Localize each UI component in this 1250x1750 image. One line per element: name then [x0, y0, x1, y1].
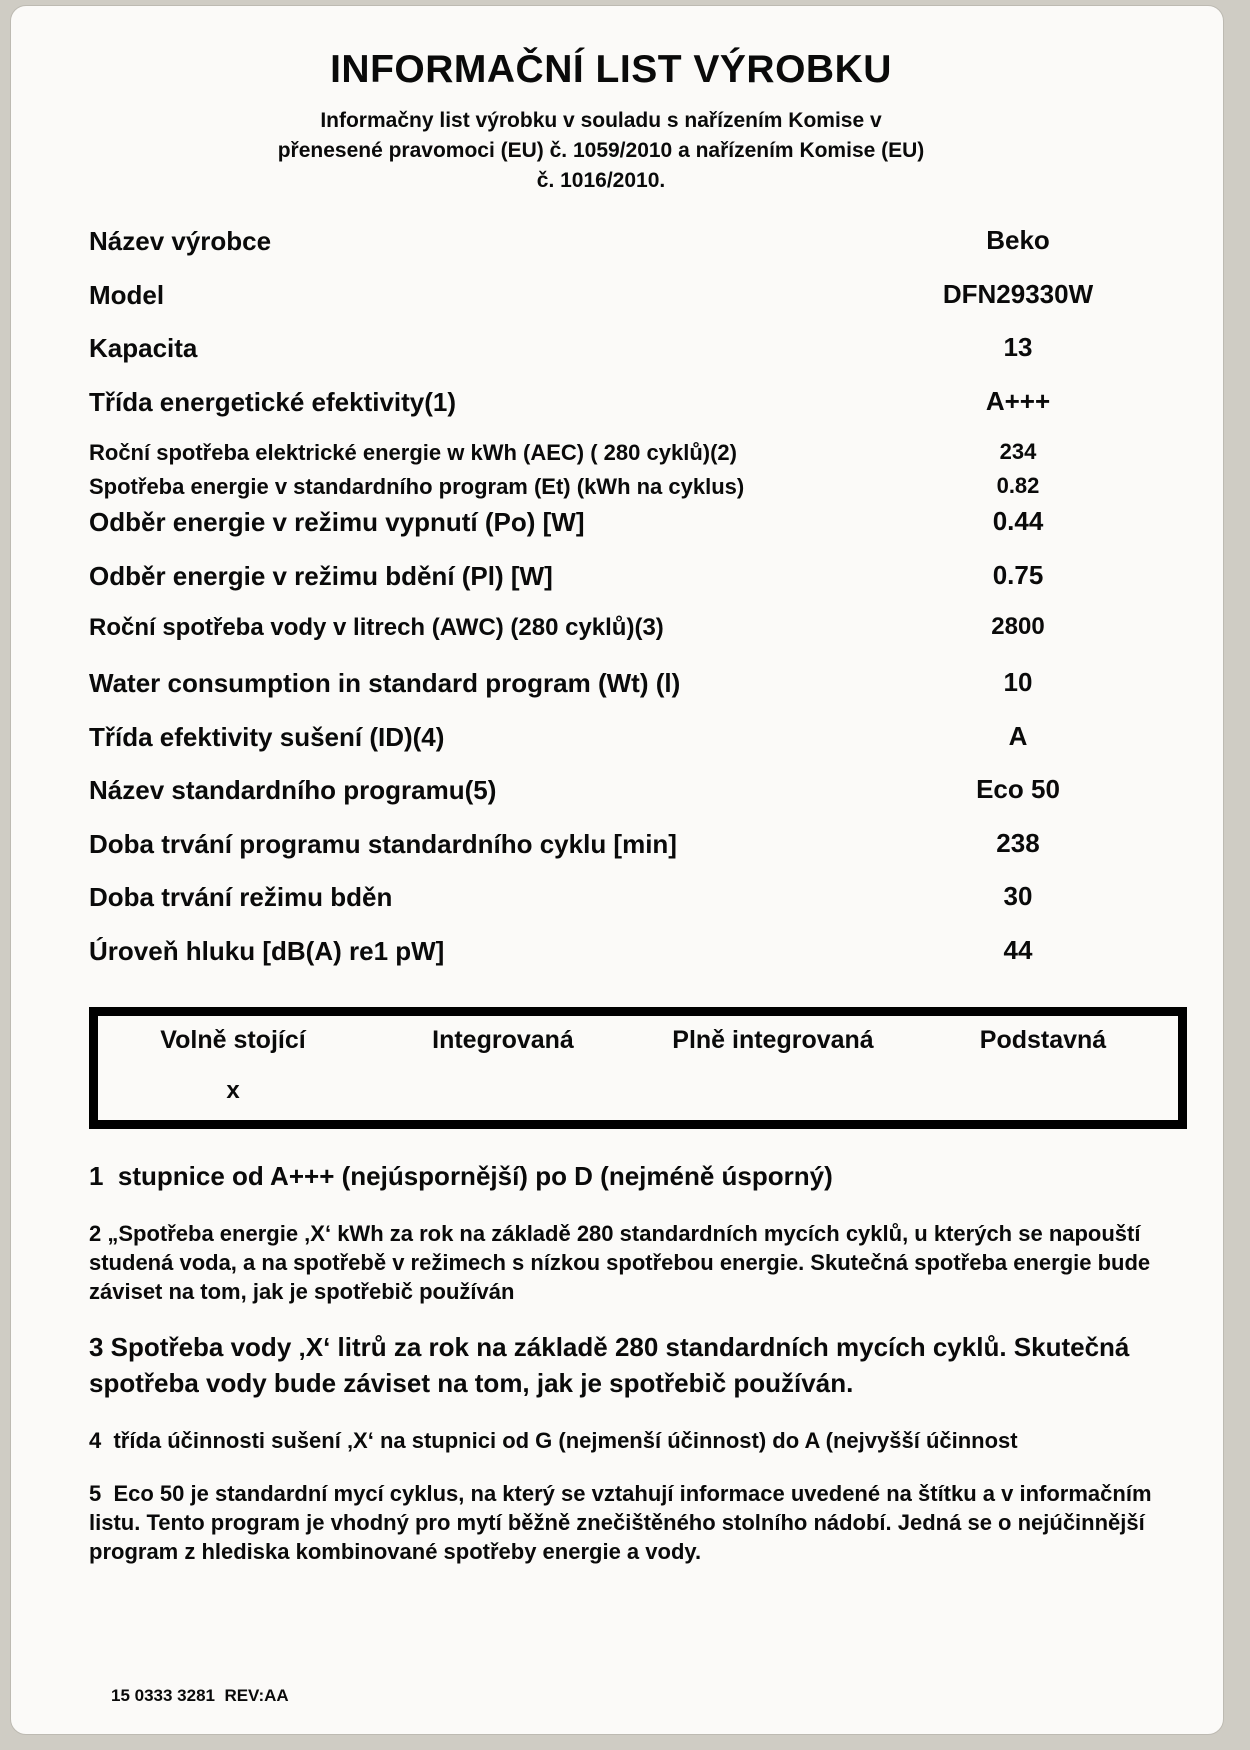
- installation-type-mark: [908, 1075, 1178, 1106]
- installation-type-mark: [368, 1075, 638, 1106]
- installation-type-header: Integrovaná: [432, 1026, 574, 1055]
- spec-value: 44: [1003, 934, 1033, 965]
- spec-value: Eco 50: [976, 774, 1060, 805]
- footnote-2: 2 „Spotřeba energie ‚X‘ kWh za rok na základě 280 standardních mycích cyklů, u kterých se napouští studená voda, a na spotřebě v režimech s nízkou spotřebou energie. Skutečná spotřeba energie bude záviset na tom, jak je spotřebič používán: [89, 1221, 1157, 1305]
- spec-value: 0.44: [992, 506, 1044, 537]
- installation-type-header: Volně stojící: [160, 1026, 306, 1055]
- spec-value: 0.75: [992, 559, 1044, 590]
- spec-label: Doba trvání režimu bděn: [89, 882, 393, 913]
- spec-label: Třída energetické efektivity(1): [89, 386, 457, 417]
- spec-label: Název výrobce: [89, 226, 272, 257]
- installation-type-header: Plně integrovaná: [672, 1026, 874, 1055]
- spec-value: 10: [1003, 667, 1033, 698]
- spec-label: Odběr energie v režimu vypnutí (Po) [W]: [89, 507, 585, 538]
- product-fiche-document: [10, 5, 1224, 1735]
- spec-value: 234: [999, 439, 1037, 465]
- subtitle-line: Informačny list výrobku v souladu s nařízením Komise v: [320, 109, 882, 132]
- spec-row-noise-level: [79, 935, 1183, 968]
- spec-row-manufacturer: [79, 225, 1183, 258]
- spec-row-standby-duration: [79, 881, 1183, 914]
- installation-type-mark-row: [98, 1057, 1178, 1106]
- footnotes-section: [79, 1159, 1169, 1566]
- spec-row-standby-power: [79, 560, 1183, 593]
- spec-label: Spotřeba energie v standardního program (Et) (kWh na cyklus): [89, 473, 745, 499]
- spec-row-energy-class: [79, 386, 1183, 419]
- spec-value: 0.82: [996, 472, 1040, 498]
- spec-row-annual-water: [79, 613, 1183, 643]
- document-number: 15 0333 3281 REV:AA: [111, 1686, 289, 1705]
- installation-type-header: Podstavná: [979, 1026, 1107, 1055]
- spec-row-program-duration: [79, 828, 1183, 861]
- spec-value: 2800: [991, 613, 1045, 641]
- spec-row-capacity: [79, 332, 1183, 365]
- subtitle-line: č. 1016/2010.: [536, 168, 666, 192]
- spec-value: 30: [1003, 881, 1033, 912]
- spec-label: Název standardního programu(5): [89, 775, 497, 806]
- spec-label: Roční spotřeba elektrické energie w kWh (AEC) ( 280 cyklů)(2): [89, 440, 737, 466]
- footnote-3: 3 Spotřeba vody ‚X‘ litrů za rok na základě 280 standardních mycích cyklů. Skutečná spotřeba vody bude záviset na tom, jak je spotřebič používán.: [89, 1332, 1137, 1399]
- spec-row-model: [79, 279, 1183, 312]
- installation-type-mark: x: [226, 1076, 240, 1104]
- footnote-4: 4 třída účinnosti sušení ‚X‘ na stupnici od G (nejmenší účinnost) do A (nejvyšší účinnost: [89, 1428, 1018, 1454]
- spec-label: Kapacita: [89, 333, 198, 364]
- spec-label: Roční spotřeba vody v litrech (AWC) (280 cyklů)(3): [89, 614, 664, 642]
- spec-label: Water consumption in standard program (Wt) (l): [89, 668, 681, 699]
- spec-value: A: [1008, 720, 1028, 751]
- footnote-1: 1 stupnice od A+++ (nejúspornější) po D (nejméně úsporný): [89, 1161, 833, 1192]
- spec-row-standard-program: [79, 774, 1183, 807]
- footnote-5: 5 Eco 50 je standardní mycí cyklus, na který se vztahují informace uvedené na štítku a v informačním listu. Tento program je vhodný pro mytí běžně znečištěného stolního nádobí. Jedná se o nejúčinnější program z hlediska kombinované spotřeby energie a vody.: [89, 1481, 1158, 1565]
- spec-row-annual-energy: [79, 439, 1183, 467]
- spec-label: Úroveň hluku [dB(A) re1 pW]: [89, 935, 445, 966]
- spec-row-off-mode-power: [79, 506, 1183, 539]
- spec-value: Beko: [986, 225, 1050, 256]
- spec-value: A+++: [985, 385, 1051, 416]
- spec-value: DFN29330W: [942, 278, 1094, 309]
- installation-type-mark: [638, 1075, 908, 1106]
- spec-value: 13: [1003, 332, 1033, 363]
- spec-label: Model: [89, 279, 165, 310]
- document-subtitle: [99, 106, 1103, 195]
- subtitle-line: přenesené pravomoci (EU) č. 1059/2010 a nařízením Komise (EU): [277, 138, 925, 162]
- spec-label: Doba trvání programu standardního cyklu [min]: [89, 828, 677, 859]
- installation-type-header-row: [98, 1024, 1178, 1057]
- document-title: INFORMAČNÍ LIST VÝROBKU: [330, 48, 892, 91]
- installation-type-table: [89, 1007, 1187, 1129]
- spec-label: Odběr energie v režimu bdění (Pl) [W]: [89, 560, 553, 591]
- spec-row-drying-class: [79, 721, 1183, 754]
- spec-row-cycle-energy: [79, 473, 1183, 501]
- spec-label: Třída efektivity sušení (ID)(4): [89, 721, 445, 752]
- spec-row-cycle-water: [79, 667, 1183, 700]
- spec-value: 238: [996, 827, 1040, 858]
- spec-table: [79, 225, 1183, 967]
